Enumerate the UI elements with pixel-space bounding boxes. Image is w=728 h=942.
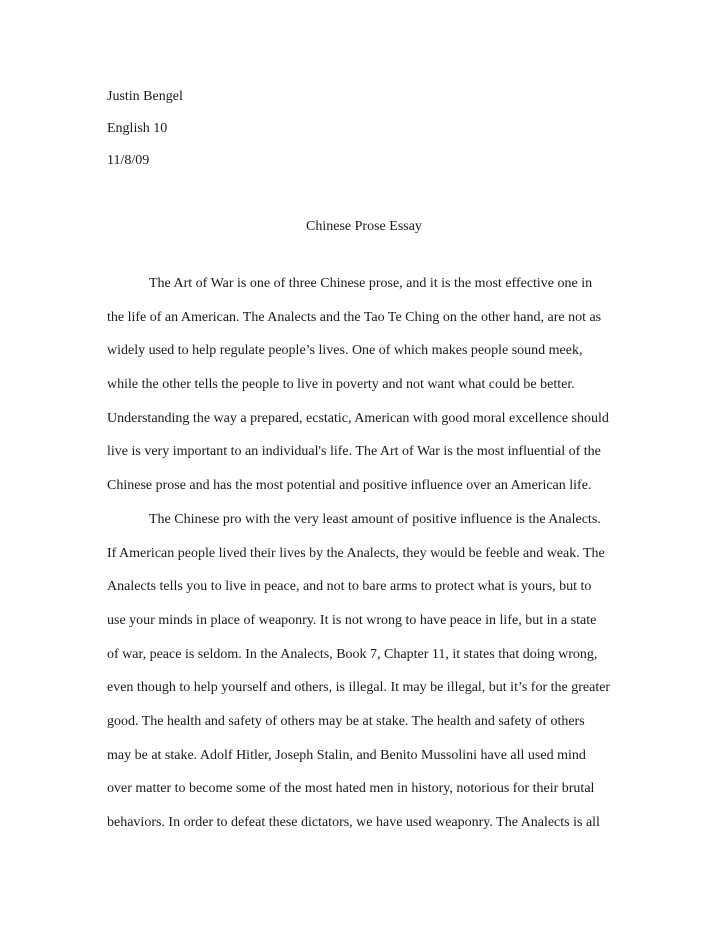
author-name: Justin Bengel [107, 89, 183, 104]
paragraph-2-line-9: over matter to become some of the most hated men in history, notorious for their brutal [107, 781, 595, 797]
paragraph-2-line-10: behaviors. In order to defeat these dictators, we have used weaponry. The Analects is all [107, 815, 600, 830]
paragraph-2-line-5: of war, peace is seldom. In the Analects, Book 7, Chapter 11, it states that doing wrong, [107, 646, 598, 662]
paragraph-2-line-1: The Chinese pro with the very least amount of positive influence is the Analects. [149, 511, 601, 527]
paragraph-2-line-4: use your minds in place of weaponry. It is not wrong to have peace in life, but in a state [107, 612, 597, 628]
paragraph-1-line-1: The Art of War is one of three Chinese prose, and it is the most effective one in [149, 276, 593, 291]
paragraph-1-line-3: widely used to help regulate people’s lives. One of which makes people sound meek, [107, 343, 583, 359]
paragraph-1-line-5: Understanding the way a prepared, ecstatic, American with good moral excellence should [107, 410, 609, 426]
essay-date: 11/8/09 [107, 153, 150, 168]
essay-title: Chinese Prose Essay [306, 219, 422, 234]
paragraph-2-line-7: good. The health and safety of others may be at stake. The health and safety of others [107, 713, 585, 729]
paragraph-2-line-2: If American people lived their lives by the Analects, they would be feeble and weak. The [107, 545, 605, 561]
paragraph-1-line-7: Chinese prose and has the most potential and positive influence over an American life. [107, 478, 592, 494]
essay-body [107, 276, 647, 849]
course-name: English 10 [107, 121, 168, 136]
paragraph-2-line-3: Analects tells you to live in peace, and not to bare arms to protect what is yours, but to [107, 579, 592, 595]
paragraph-1-line-4: while the other tells the people to live in poverty and not want what could be better. [107, 377, 575, 393]
paragraph-1-line-2: the life of an American. The Analects and the Tao Te Ching on the other hand, are not as [107, 309, 602, 325]
paragraph-2-line-6: even though to help yourself and others, is illegal. It may be illegal, but it’s for the greater [107, 680, 611, 696]
paragraph-2-line-8: may be at stake. Adolf Hitler, Joseph Stalin, and Benito Mussolini have all used mind [107, 747, 586, 763]
paragraph-1-line-6: live is very important to an individual's life. The Art of War is the most influential of the [107, 444, 601, 460]
